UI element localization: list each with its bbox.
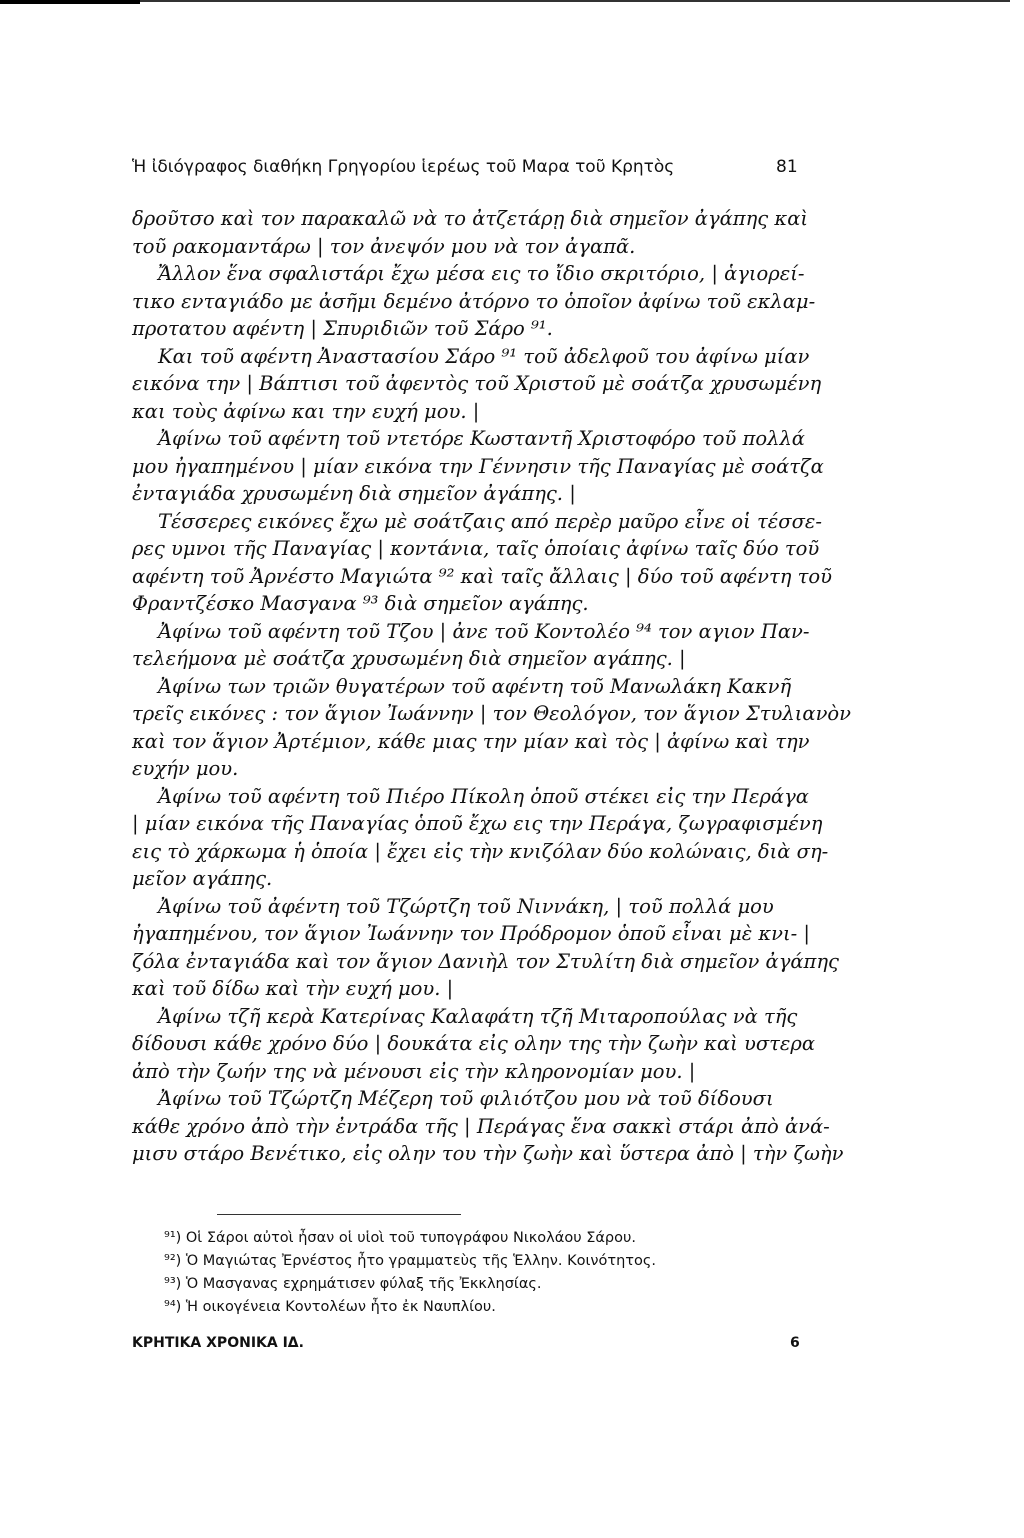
text-line: ἠγαπημένου, τον ἅγιον Ἰωάννην τον Πρόδρομον ὁποῦ εἶναι μὲ κνι- |	[132, 922, 811, 945]
text-line: | μίαν εικόνα τῆς Παναγίας ὁποῦ ἔχω εις την Περάγα, ζωγραφισμένη	[132, 812, 823, 835]
text-line: δρoῦτσο καὶ τον παρακαλῶ νὰ το ἀτζετάρῃ διὰ σημεῖον ἀγάπης καὶ	[132, 207, 809, 230]
text-line: δίδουσι κάθε χρόνο δύο | δουκάτα εἰς ολην της τὴν ζωὴν καὶ υστερα	[132, 1032, 816, 1055]
footnote: ⁹³) Ὁ Μασγανας εχρημάτισεν φύλαξ τῆς Ἐκκλησίας.	[164, 1276, 542, 1292]
text-line: Ἀφίνω τοῦ αφέντη τοῦ Πιέρο Πίκολη ὁποῦ στέκει εἰς την Περάγα	[158, 784, 809, 808]
footnote: ⁹²) Ὁ Μαγιώτας Ἐρνέστος ἦτο γραμματεὺς τῆς Ἑλλην. Κοινότητος.	[164, 1253, 657, 1269]
text-line: προτατου αφέντη | Σπυριδιῶν τοῦ Σάρο ⁹¹.	[132, 317, 553, 340]
text-line: και τοὺς ἀφίνω και την ευχή μου. |	[132, 399, 480, 423]
text-line: Τέσσερες εικόνες ἔχω μὲ σοάτζαις από περὲρ μαῦρο εἶνε οἱ τέσσε-	[158, 509, 822, 533]
text-line: μου ἠγαπημένου | μίαν εικόνα την Γέννησιν τῆς Παναγίας μὲ σοάτζα	[132, 454, 824, 478]
text-line: Φραντζέσκο Μασγανα ⁹³ διὰ σημεῖον αγάπης.	[132, 592, 589, 615]
scan-edge-mark	[0, 0, 140, 4]
footnote: ⁹¹) Οἱ Σάροι αὐτοὶ ἦσαν οἱ υἱοὶ τοῦ τυπογράφου Νικολάου Σάρου.	[164, 1230, 636, 1246]
text-line: καὶ τοῦ δίδω καὶ τὴν ευχή μου. |	[132, 977, 454, 1000]
text-line: κάθε χρόνο ἀπὸ τὴν ἐντράδα τῆς | Περάγας ἕνα σακκὶ στάρι ἀπὸ ἀνά-	[132, 1114, 830, 1138]
text-line: τοῦ ρακομαντάρω | τον ἀνεψόν μου νὰ τον ἀγαπᾶ.	[132, 234, 636, 258]
text-line: ευχήν μου.	[132, 757, 239, 780]
text-line: Ἀφίνω τοῦ αφέντη τοῦ Τζου | ἀνε τοῦ Κοντολέο ⁹⁴ τον αγιον Παν-	[158, 619, 810, 643]
page-number: 81	[776, 157, 798, 177]
text-line: ρες υμνοι τῆς Παναγίας | κοντάνια, ταῖς ὁποίαις ἀφίνω ταῖς δύο τοῦ	[132, 537, 820, 560]
text-line: εικόνα την | Βάπτισι τοῦ ἀφεντὸς τοῦ Χριστοῦ μὲ σοάτζα χρυσωμένη	[132, 372, 822, 395]
text-line: καὶ τον ἅγιον Ἀρτέμιον, κάθε μιας την μίαν καὶ τὸς | ἀφίνω καὶ την	[132, 729, 810, 753]
signature-mark: 6	[790, 1335, 800, 1351]
text-line: Ἀφίνω τοῦ ἀφέντη τοῦ Τζώρτζη τοῦ Νιννάκη, | τοῦ πολλά μου	[158, 894, 774, 918]
text-line: Ἄλλον ἕνα σφαλιστάρι ἔχω μέσα εις το ἴδιο σκριτόριο, | ἁγιορεί-	[158, 262, 805, 285]
text-line: ἀπὸ τὴν ζωήν της νὰ μένουσι εἰς τὴν κληρονομίαν μου. |	[132, 1059, 696, 1083]
scan-edge-line	[140, 0, 1010, 2]
text-line: τρεῖς εικόνες : τον ἅγιον Ἰωάννην | τον Θεολόγον, τον ἅγιον Στυλιανὸν	[132, 702, 852, 725]
text-line: μισυ στάρο Βενέτικο, εἰς ολην του τὴν ζωὴν καὶ ὕστερα ἀπὸ | τὴν ζωὴν	[132, 1142, 844, 1165]
text-line: μεῖον αγάπης.	[132, 867, 273, 890]
running-title: Ἡ ἰδιόγραφος διαθήκη Γρηγορίου ἱερέως τοῦ Μαρα τοῦ Κρητὸς	[132, 157, 675, 177]
text-line: Ἀφίνω τοῦ Τζώρτζη Μέζερη τοῦ φιλιότζου μου νὰ τοῦ δίδουσι	[158, 1087, 774, 1110]
footnote-rule	[217, 1214, 461, 1215]
text-line: τικο ενταγιάδο με ἀσῆμι δεμένο ἀτόρνο το ὁποῖον ἀφίνω τοῦ εκλαμ-	[132, 289, 816, 313]
text-line: εις τὸ χάρκωμα ἡ ὁποία | ἔχει εἰς τὴν κνιζόλαν δύο κολώναις, διὰ ση-	[132, 839, 829, 863]
text-line: Ἀφίνω τζῆ κερὰ Κατερίνας Καλαφάτη τζῆ Μιταροπούλας νὰ τῆς	[158, 1004, 798, 1028]
text-line: ζόλα ἐνταγιάδα καὶ τον ἅγιον Δανιὴλ τον Στυλίτη διὰ σημεῖον ἀγάπης	[132, 949, 839, 973]
text-line: τελεήμονα μὲ σοάτζα χρυσωμένη διὰ σημεῖον αγάπης. |	[132, 647, 686, 670]
text-line: Ἀφίνω τοῦ αφέντη τοῦ ντετόρε Κωσταντῆ Χριστοφόρο τοῦ πολλά	[158, 427, 805, 450]
text-line: Και τοῦ αφέντη Ἀναστασίου Σάρο ⁹¹ τοῦ ἀδελφοῦ του ἀφίνω μίαν	[158, 344, 810, 368]
text-line: αφέντη τοῦ Ἀρνέστο Μαγιώτα ⁹² καὶ ταῖς ἄλλαις | δύο τοῦ αφέντη τοῦ	[132, 564, 833, 588]
journal-title: ΚΡΗΤΙΚΑ ΧΡΟΝΙΚΑ ΙΔ.	[132, 1335, 304, 1351]
text-line: ἐνταγιάδα χρυσωμένη διὰ σημεῖον ἀγάπης. |	[132, 482, 576, 505]
footnote: ⁹⁴) Ἡ οικογένεια Κοντολέων ἦτο ἐκ Ναυπλίου.	[164, 1299, 496, 1315]
text-line: Ἀφίνω των τριῶν θυγατέρων τοῦ αφέντη τοῦ Μανωλάκη Κακνῆ	[158, 674, 792, 698]
